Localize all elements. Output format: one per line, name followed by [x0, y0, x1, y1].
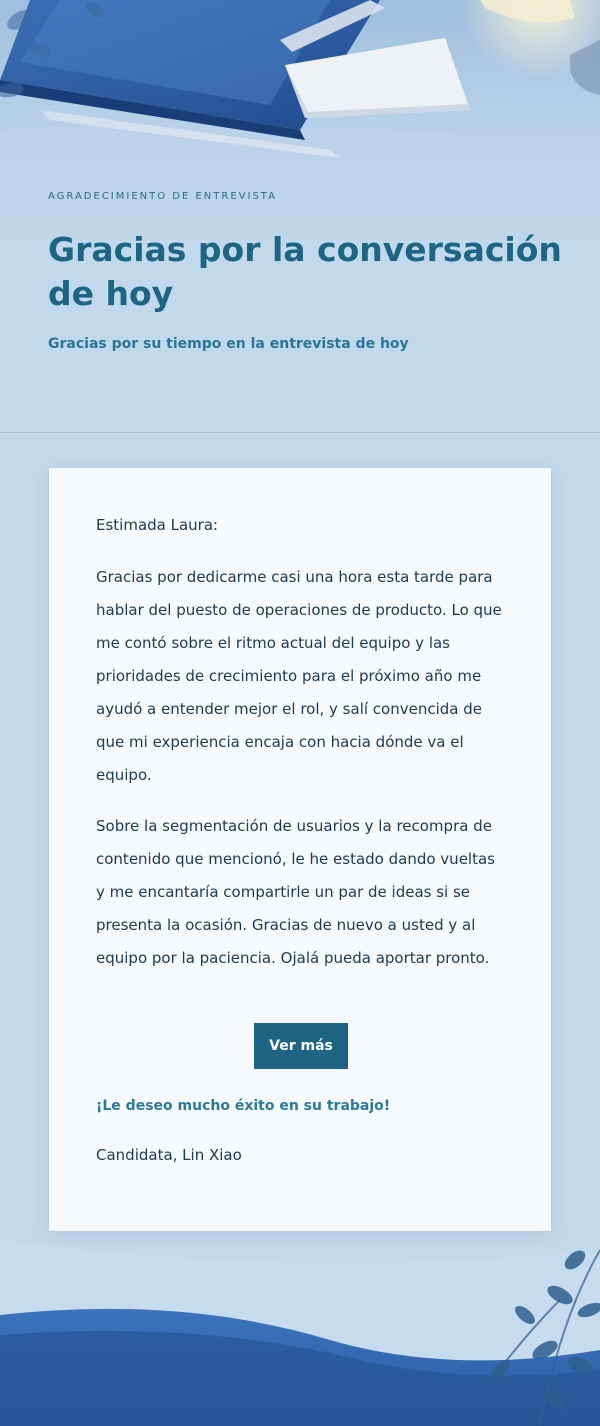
page-title: Gracias por la conversación de hoy — [48, 230, 562, 313]
leaves-decoration-icon — [0, 1240, 600, 1426]
eyebrow-label: AGRADECIMIENTO DE ENTREVISTA — [48, 191, 277, 202]
letter-paragraph-1: Gracias por dedicarme casi una hora esta tarde para hablar del puesto de operaciones de producto. Lo que me contó sobre el ritmo actual del equipo y las prioridades de crecimiento para el próximo año me ayudó a entender mejor el rol, y salí convencida de que mi experiencia encaja con hacia dónde va el equipo. — [96, 568, 502, 784]
letter-closing: ¡Le deseo mucho éxito en su trabajo! — [96, 1098, 391, 1114]
view-more-button[interactable]: Ver más — [254, 1023, 348, 1069]
letter-paragraph-2: Sobre la segmentación de usuarios y la recompra de contenido que mencionó, le he estado dando vueltas y me encantaría compartirle un par de ideas si se presenta la ocasión. Gracias de nuevo a usted y al equipo por la paciencia. Ojalá pueda aportar pronto. — [96, 817, 495, 967]
letter-card — [48, 467, 552, 1232]
page-subtitle: Gracias por su tiempo en la entrevista de hoy — [48, 336, 409, 352]
letter-signature: Candidata, Lin Xiao — [96, 1146, 242, 1164]
footer-background-image — [0, 1240, 600, 1426]
letter-greeting: Estimada Laura: — [96, 516, 219, 534]
email-header — [0, 0, 600, 433]
